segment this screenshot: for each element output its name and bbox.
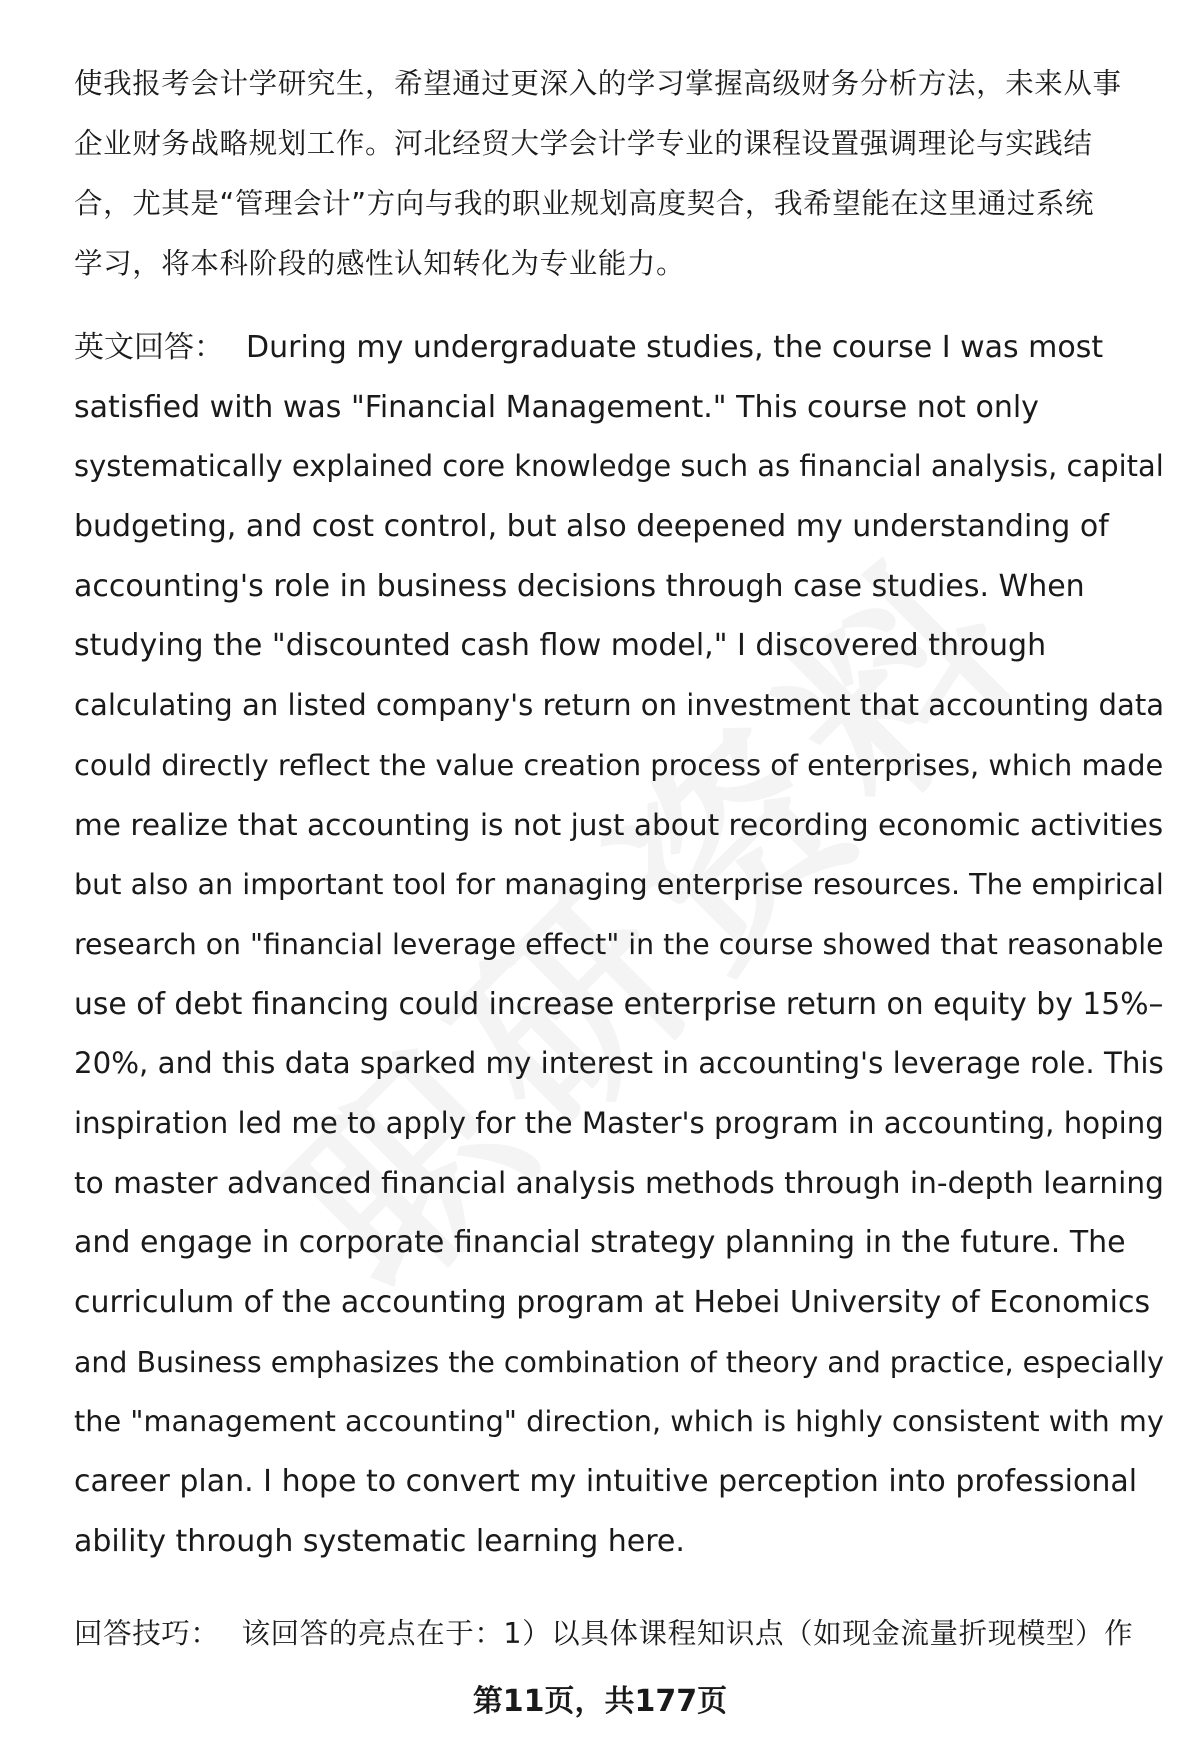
english-answer-line: research on "financial leverage effect" in the course showed that reasonable [74, 927, 1164, 961]
english-answer-label: 英文回答： [74, 330, 224, 365]
english-answer-line: During my undergraduate studies, the course I was most [246, 330, 1104, 365]
english-answer-line: studying the "discounted cash flow model," I discovered through [74, 628, 1047, 664]
english-answer-line: curriculum of the accounting program at Hebei University of Economics [74, 1285, 1151, 1320]
intro-line: 合，尤其是“管理会计”方向与我的职业规划高度契合，我希望能在这里通过系统 [74, 187, 1095, 220]
intro-paragraph [74, 54, 1164, 294]
intro-line: 学习，将本科阶段的感性认知转化为专业能力。 [74, 247, 686, 280]
english-answer-line: could directly reflect the value creation process of enterprises, which made [74, 747, 1164, 782]
english-answer-line: calculating an listed company's return on investment that accounting data [74, 688, 1165, 723]
english-answer-line: career plan. I hope to convert my intuitive perception into professional [74, 1464, 1138, 1500]
english-answer-line: ability through systematic learning here. [74, 1523, 685, 1559]
english-answer-line: to master advanced financial analysis methods through in-depth learning [74, 1165, 1164, 1200]
english-answer-line: the "management accounting" direction, which is highly consistent with my [74, 1404, 1164, 1439]
answer-tip-paragraph [74, 1604, 1164, 1664]
english-answer-line: but also an important tool for managing enterprise resources. The empirical [74, 867, 1164, 902]
intro-line: 使我报考会计学研究生，希望通过更深入的学习掌握高级财务分析方法，未来从事 [74, 67, 1122, 100]
english-answer-line: budgeting, and cost control, but also deepened my understanding of [74, 509, 1109, 545]
intro-line: 企业财务战略规划工作。河北经贸大学会计学专业的课程设置强调理论与实践结 [74, 127, 1093, 160]
answer-tip-text: 该回答的亮点在于：1）以具体课程知识点（如现金流量折现模型）作 [241, 1617, 1134, 1650]
english-answer-line: systematically explained core knowledge such as financial analysis, capital [74, 449, 1164, 484]
english-answer-line: use of debt financing could increase enterprise return on equity by 15%– [74, 986, 1164, 1022]
page-number-footer: 第11页，共177页 [472, 1684, 728, 1719]
english-answer-paragraph [74, 318, 1164, 1571]
english-answer-line: and engage in corporate financial strategy planning in the future. The [74, 1225, 1126, 1261]
answer-tip-label: 回答技巧： [74, 1617, 220, 1650]
english-answer-line: and Business emphasizes the combination of theory and practice, especially [74, 1345, 1164, 1379]
english-answer-line: 20%, and this data sparked my interest in accounting's leverage role. This [74, 1046, 1164, 1081]
answer-tip-line [74, 1604, 1164, 1664]
english-answer-line: accounting's role in business decisions through case studies. When [74, 568, 1085, 604]
english-answer-line: me realize that accounting is not just about recording economic activities [74, 807, 1164, 842]
english-answer-line: inspiration led me to apply for the Master's program in accounting, hoping [74, 1105, 1164, 1140]
english-answer-line: satisfied with was "Financial Management." This course not only [74, 389, 1039, 425]
english-answer-first-line [74, 318, 1164, 378]
